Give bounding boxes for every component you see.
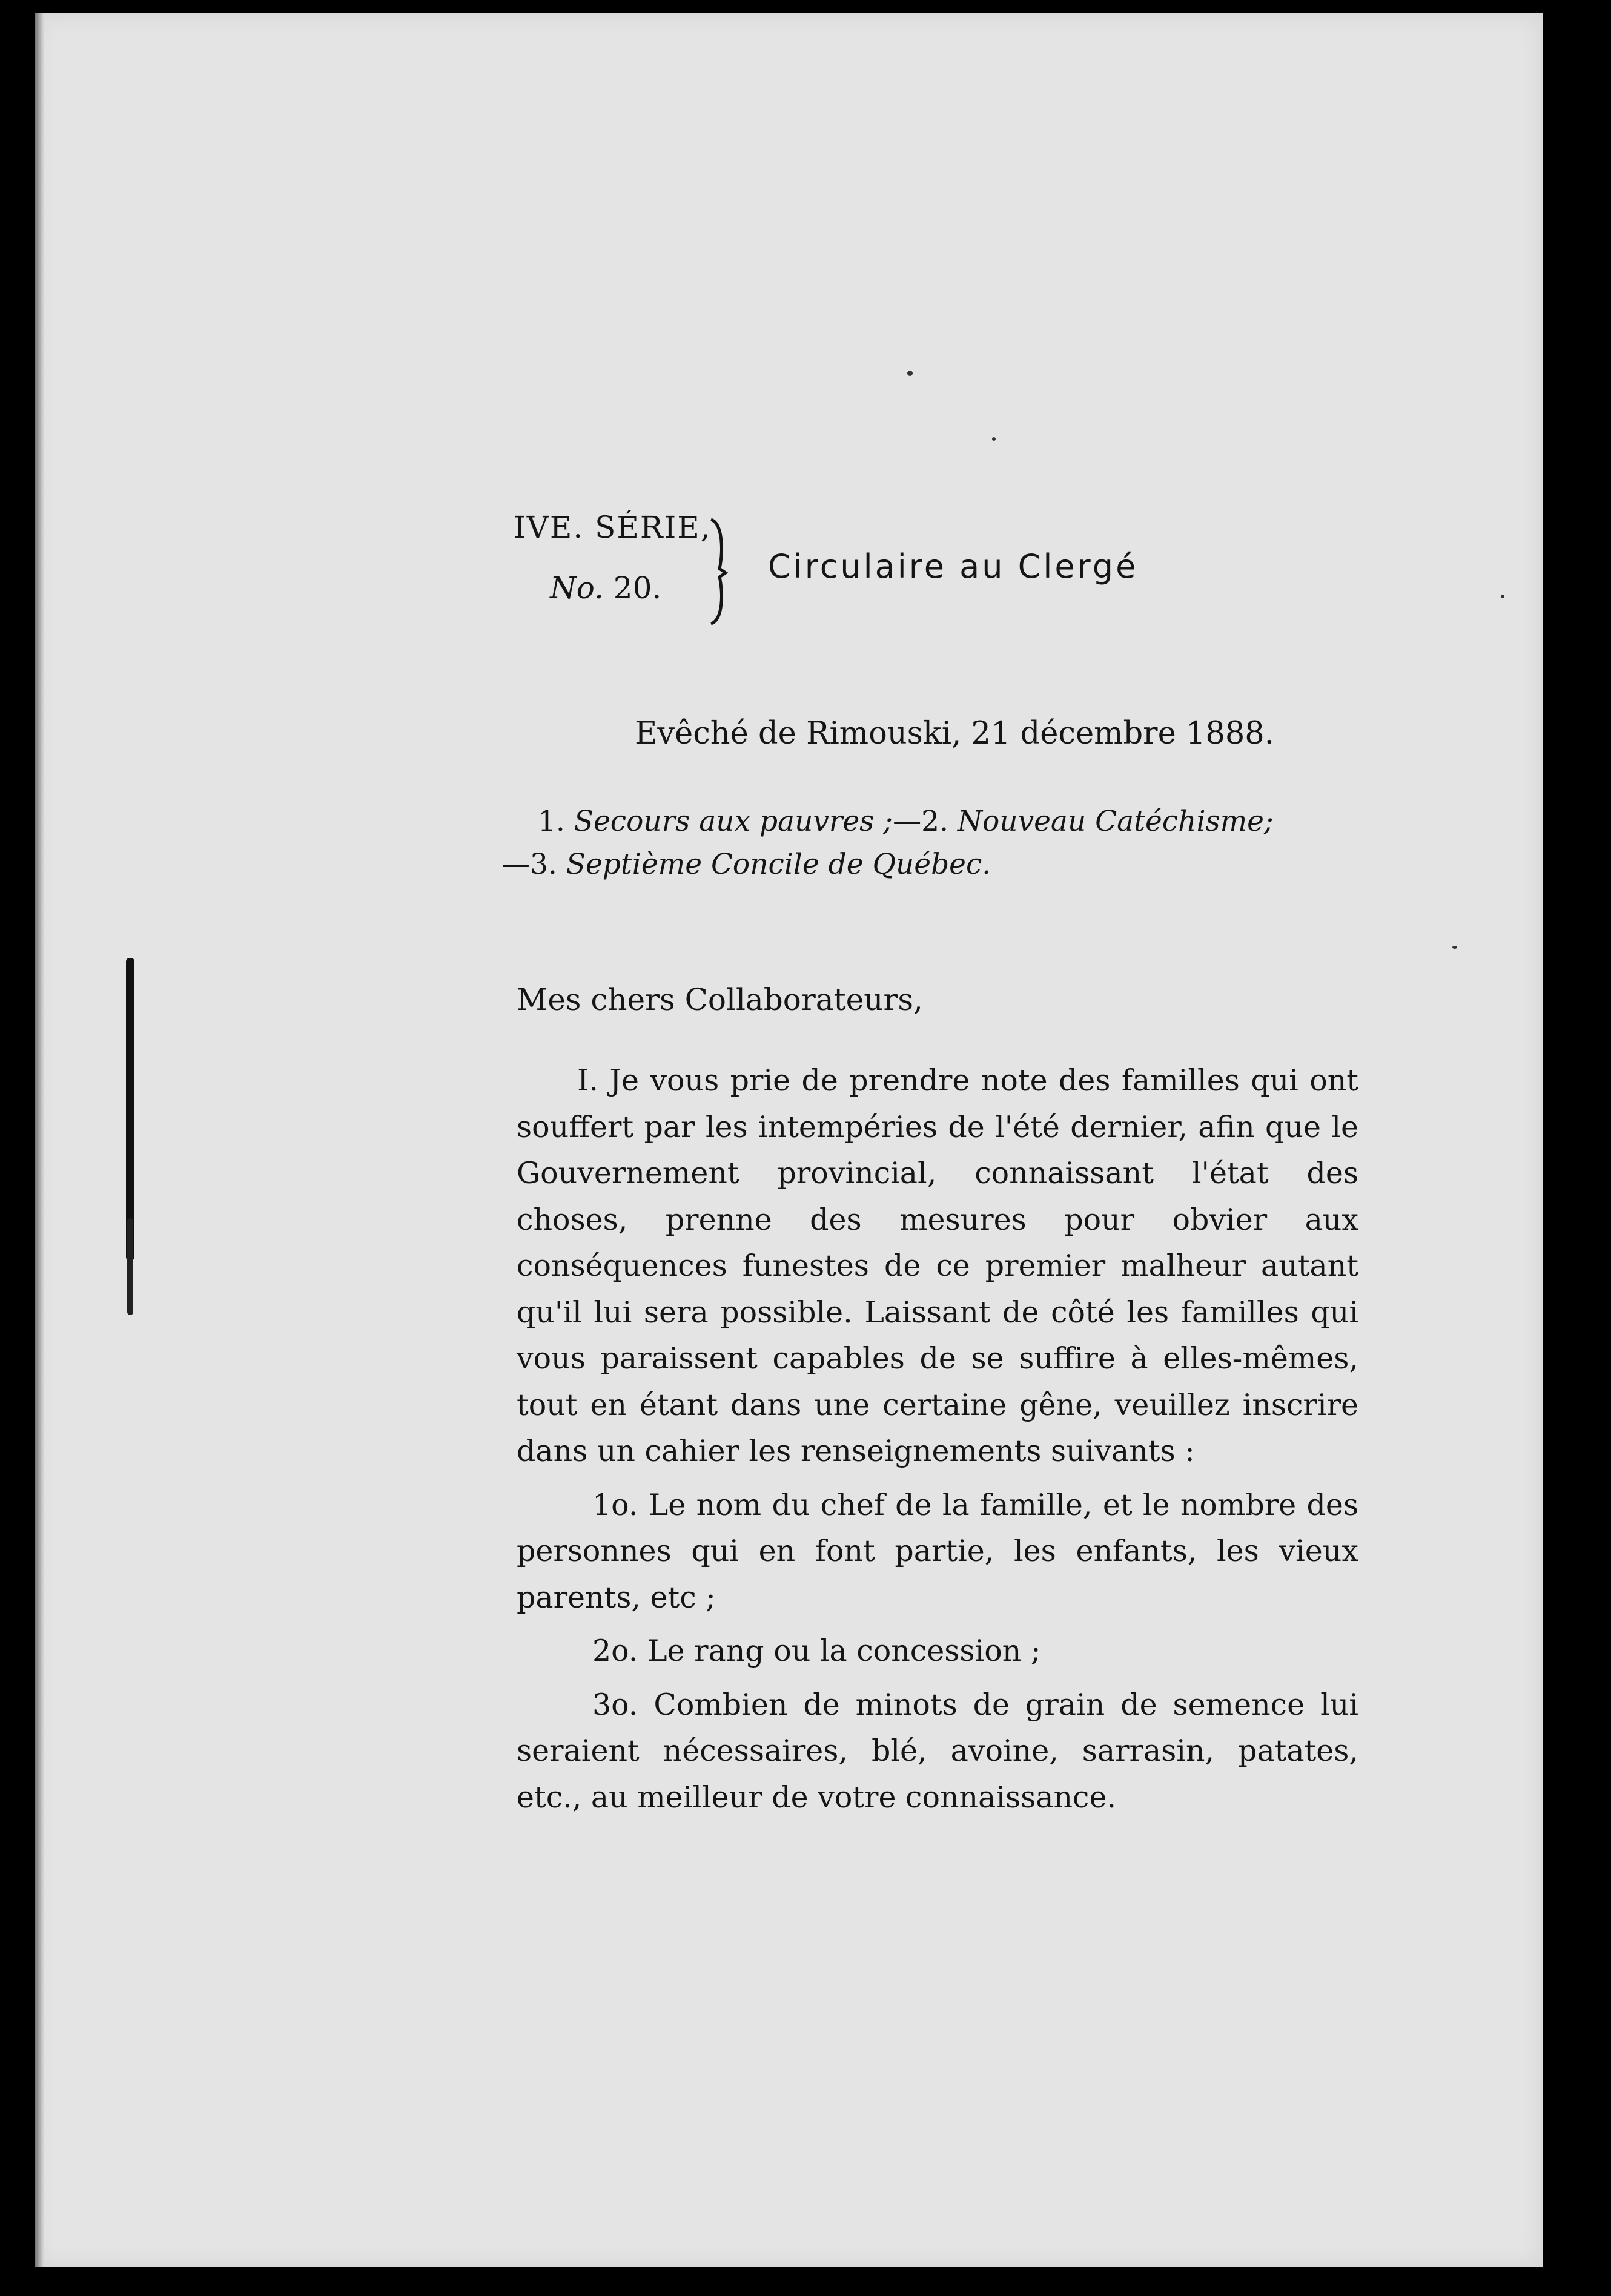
list-item-2: 2o. Le rang ou la concession ; (592, 1634, 1041, 1668)
speck (1452, 946, 1457, 949)
circular-number (550, 570, 661, 605)
salutation: Mes chers Collaborateurs, (517, 982, 923, 1017)
speck (992, 437, 996, 441)
dateline: Evêché de Rimouski, 21 décembre 1888. (635, 716, 1274, 751)
document-page (35, 13, 1543, 2267)
list-item-3: 3o. Combien de minots de grain de semence lui seraient nécessaires, blé, avoine, sarrasin, patates, etc., au meilleur de votre connaissance. (517, 1687, 1358, 1815)
number-value: 20. (613, 570, 662, 605)
paragraph-intro: I. Je vous prie de prendre note des familles qui ont souffert par les intempéries de l'été dernier, afin que le Gouvernement provincial, connaissant l'état des choses, prenne des mesures pour obvier aux conséquences funestes de ce premier malheur autant qu'il lui sera possible. Laissant de côté les familles qui vous paraissent capables de se suffire à elles-mêmes, tout en étant dans une certaine gêne, veuillez inscrire dans un cahier les renseignements suivants : (517, 1063, 1358, 1468)
number-label: No. (550, 570, 604, 605)
subject-number: —2. (893, 805, 948, 838)
series-label: IVE. SÉRIE, (514, 510, 712, 545)
speck (1501, 595, 1504, 598)
subjects-line-1 (538, 800, 1274, 843)
binding-mark (126, 958, 134, 1261)
circular-title: Circulaire au Clergé (768, 547, 1139, 586)
subject-text: Secours aux pauvres ; (574, 805, 893, 838)
speck (907, 371, 913, 376)
subject-text: Septième Concile de Québec. (566, 847, 991, 881)
subject-number: —3. (501, 847, 557, 881)
subjects-line-2 (501, 843, 1274, 886)
binding-mark-lower (127, 1218, 133, 1315)
subject-text: Nouveau Catéchisme; (957, 805, 1274, 838)
page-left-edge (35, 13, 44, 2267)
circular-header (514, 510, 1301, 631)
subjects-list (501, 800, 1274, 886)
brace-icon (706, 517, 730, 626)
list-item-1: 1o. Le nom du chef de la famille, et le nombre des personnes qui en font partie, les enfants, les vieux parents, etc ; (517, 1487, 1358, 1615)
subject-number: 1. (538, 805, 565, 838)
letter-body (517, 1058, 1358, 1821)
